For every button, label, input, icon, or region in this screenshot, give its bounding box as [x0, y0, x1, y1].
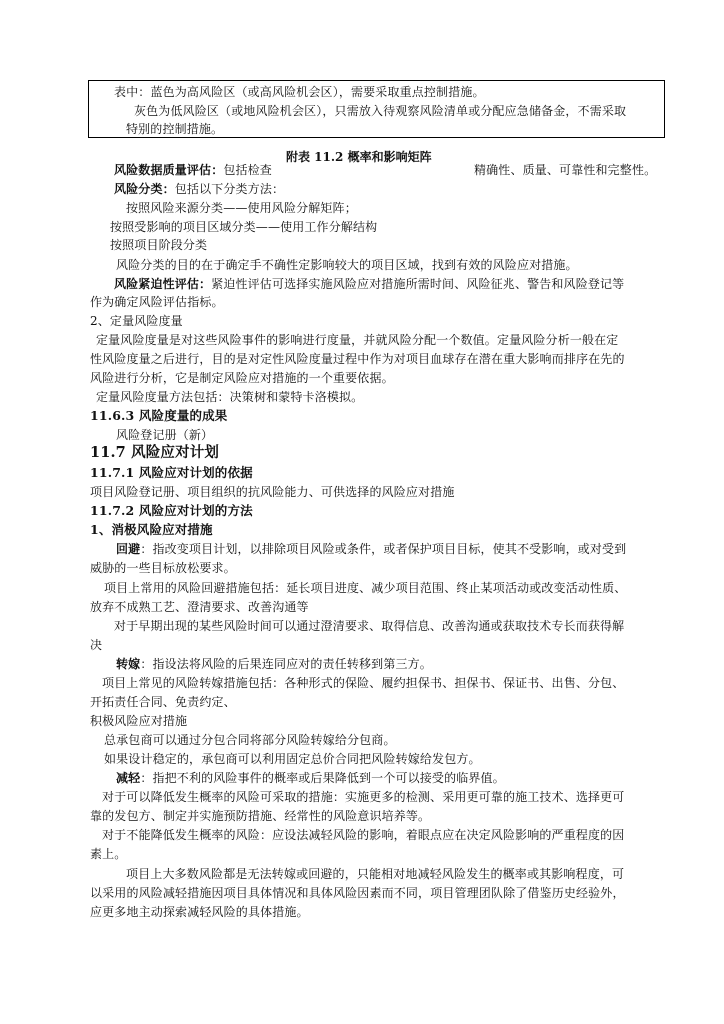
urgency-text-1: 紧迫性评估可选择实施风险应对措施所需时间、风险征兆、警告和风险登记等 — [211, 277, 625, 291]
quality-text-right: 精确性、质量、可靠性和完整性。 — [474, 163, 657, 177]
section-11-7-1-heading: 11.7.1 风险应对计划的依据 — [90, 465, 253, 480]
classification-item-1: 按照风险来源分类——使用风险分解矩阵； — [126, 201, 357, 215]
urgency-text-2: 作为确定风险评估指标。 — [90, 295, 224, 309]
legend-line-3: 特别的控制措施。 — [126, 122, 224, 136]
transfer-term: 转嫁 — [116, 657, 141, 671]
avoid-p2-line-1: 项目上常用的风险回避措施包括：延长项目进度、减少项目范围、终止某项活动或改变活动性质、 — [104, 581, 627, 595]
mitigate-paragraph — [116, 770, 505, 786]
avoid-p3-line-2: 决 — [90, 638, 103, 652]
urgency-paragraph — [114, 276, 624, 292]
transfer-p2-line-2: 开拓责任合同、免责约定、 — [90, 695, 236, 709]
section-11-7-1-text: 项目风险登记册、项目组织的抗风险能力、可供选择的风险应对措施 — [90, 485, 455, 499]
mitigate-text: ：指把不利的风险事件的概率或后果降低到一个可以接受的临界值。 — [140, 771, 505, 785]
classification-item-2: 按照受影响的项目区域分类——使用工作分解结构 — [110, 220, 378, 234]
avoid-text-2: 威胁的一些目标放松要求。 — [90, 561, 236, 575]
table-caption: 附表 11.2 概率和影响矩阵 — [282, 149, 436, 165]
legend-line-1: 表中：蓝色为高风险区（或高风险机会区），需要采取重点控制措施。 — [114, 85, 485, 99]
classification-item-3: 按照项目阶段分类 — [110, 238, 208, 252]
classification-term: 风险分类： — [114, 182, 175, 196]
mitigate-p3-line-2: 素上。 — [90, 847, 127, 861]
section-11-7-heading: 11.7 风险应对计划 — [90, 444, 220, 461]
quality-text-left: 包括检查 — [223, 163, 272, 177]
quality-paragraph — [114, 162, 272, 178]
mitigate-p4-line-2: 以采用的风险减轻措施因项目具体情况和具体风险因素而不同，项目管理团队除了借鉴历史经验外， — [90, 886, 625, 900]
urgency-term: 风险紧迫性评估： — [114, 277, 212, 291]
quant-heading: 2、定量风险度量 — [90, 314, 183, 328]
transfer-text: ：指设法将风险的后果连同应对的责任转移到第三方。 — [140, 657, 432, 671]
section-11-6-3-heading: 11.6.3 风险度量的成果 — [90, 408, 228, 423]
transfer-p5: 如果设计稳定的，承包商可以利用固定总价合同把风险转嫁给发包方。 — [104, 752, 481, 766]
avoid-p3-line-1: 对于早期出现的某些风险时间可以通过澄清要求、取得信息、改善沟通或获取技术专长而获得解 — [114, 619, 625, 633]
mitigate-p4-line-1: 项目上大多数风险都是无法转嫁或回避的，只能相对地减轻风险发生的概率或其影响程度，可 — [126, 867, 625, 881]
quant-p2: 定量风险度量方法包括：决策树和蒙特卡洛模拟。 — [96, 390, 364, 404]
mitigate-p3-line-1: 对于不能降低发生概率的风险：应设法减轻风险的影响，着眼点应在决定风险影响的严重程度的因 — [102, 828, 625, 842]
quant-p1-line-3: 风险进行分析，它是制定风险应对措施的一个重要依据。 — [90, 371, 394, 385]
avoid-p2-line-2: 放弃不成熟工艺、澄清要求、改善沟通等 — [90, 600, 309, 614]
classification-paragraph — [114, 181, 284, 197]
quant-p1-line-1: 定量风险度量是对这些风险事件的影响进行度量，并就风险分配一个数值。定量风险分析一般在定 — [96, 333, 619, 347]
classification-purpose: 风险分类的目的在于确定手不确性定影响较大的项目区域，找到有效的风险应对措施。 — [116, 258, 578, 272]
transfer-p4: 总承包商可以通过分包合同将部分风险转嫁给分包商。 — [104, 733, 396, 747]
avoid-term: 回避 — [116, 542, 141, 556]
avoid-text-1: ：指改变项目计划，以排除项目风险或条件，或者保护项目目标，使其不受影响，或对受到 — [140, 542, 627, 556]
positive-risk-heading: 积极风险应对措施 — [90, 714, 188, 728]
legend-line-2: 灰色为低风险区（或地风险机会区），只需放入待观察风险清单或分配应急储备金，不需采取 — [134, 104, 627, 118]
mitigate-p2-line-1: 对于可以降低发生概率的风险可采取的措施：实施更多的检测、采用更可靠的施工技术、选择更可 — [102, 790, 625, 804]
negative-risk-heading: 1、消极风险应对措施 — [90, 522, 213, 537]
avoid-paragraph — [116, 541, 626, 557]
transfer-paragraph — [116, 656, 432, 672]
mitigate-p4-line-3: 应更多地主动探索减轻风险的具体措施。 — [90, 905, 309, 919]
quant-p1-line-2: 性风险度量之后进行，目的是对定性风险度量过程中作为对项目血球存在潜在重大影响而排序在先的 — [90, 352, 625, 366]
classification-text: 包括以下分类方法： — [174, 182, 285, 196]
mitigate-p2-line-2: 靠的发包方、制定并实施预防措施、经常性的风险意识培养等。 — [90, 809, 431, 823]
mitigate-term: 减轻 — [116, 771, 141, 785]
section-11-6-3-item: 风险登记册（新） — [116, 428, 214, 442]
quality-term: 风险数据质量评估： — [114, 163, 224, 177]
transfer-p2-line-1: 项目上常见的风险转嫁措施包括：各种形式的保险、履约担保书、担保书、保证书、出售、分包、 — [102, 676, 625, 690]
section-11-7-2-heading: 11.7.2 风险应对计划的方法 — [90, 503, 253, 518]
